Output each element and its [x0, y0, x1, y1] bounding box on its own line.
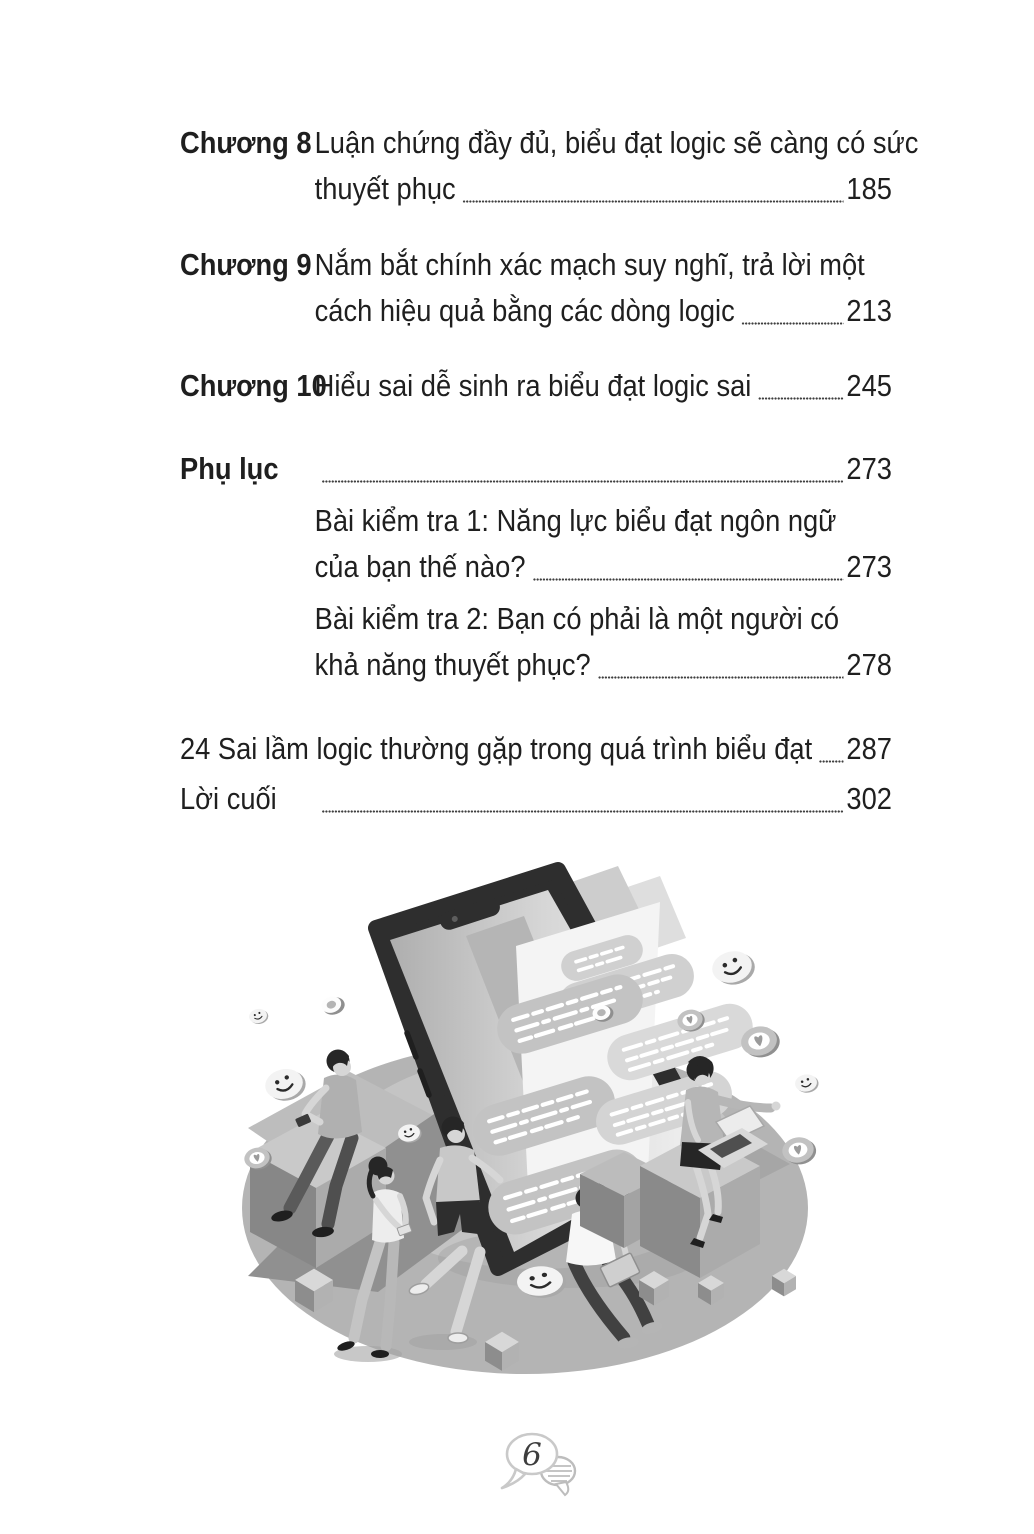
toc-entry-title-line: 24 Sai lầm logic thường gặp trong quá trình biểu đạt — [180, 731, 813, 766]
toc-entry-chuong-8 — [180, 120, 919, 212]
toc-page-number: 213 — [846, 293, 892, 328]
toc-page-number: 278 — [846, 647, 892, 682]
toc-entry-label: Chương 10 — [180, 368, 327, 403]
toc-entry-title-line: Luận chứng đầy đủ, biểu đạt logic sẽ càng có sức — [314, 125, 919, 160]
toc-entry-24-sai-lam — [180, 726, 892, 772]
ring-icon — [319, 993, 347, 1018]
toc-entry-phu-luc — [180, 446, 892, 492]
toc-entry-title-line: Bài kiểm tra 1: Năng lực biểu đạt ngôn ngữ — [314, 503, 837, 538]
dot-leader — [819, 760, 844, 763]
dot-leader — [598, 676, 844, 679]
dot-leader — [533, 578, 844, 581]
smiley-emoji — [709, 947, 758, 990]
dot-leader — [758, 397, 843, 400]
page-number: 6 — [522, 1437, 542, 1473]
toc-entry-loi-cuoi — [180, 776, 892, 822]
table-of-contents — [180, 120, 919, 822]
toc-entry-label: Chương 8 — [180, 125, 312, 160]
toc-page-number: 273 — [846, 451, 892, 486]
toc-entry-title-line: Hiểu sai dễ sinh ra biểu đạt logic sai — [314, 368, 752, 403]
toc-entry-label: Chương 9 — [180, 247, 312, 282]
smiley-emoji — [248, 1007, 270, 1026]
toc-entry-title-line: thuyết phục — [314, 171, 456, 206]
toc-entry-bai-kiem-tra-1 — [180, 498, 892, 590]
toc-entry-title-line: Bài kiểm tra 2: Bạn có phải là một người có — [314, 601, 840, 636]
toc-page-number: 185 — [846, 171, 892, 206]
toc-entry-title-line: Nắm bắt chính xác mạch suy nghĩ, trả lời một — [314, 247, 865, 282]
dot-leader — [463, 200, 844, 203]
toc-entry-label-spacer — [180, 596, 315, 688]
toc-entry-label-spacer — [180, 498, 315, 590]
toc-page-number: 287 — [846, 731, 892, 766]
page-number-bubble — [492, 1424, 592, 1504]
dot-leader — [322, 480, 844, 483]
toc-illustration — [228, 856, 838, 1386]
toc-entry-label: Phụ lục — [180, 451, 279, 486]
toc-entry-bai-kiem-tra-2 — [180, 596, 892, 688]
dot-leader — [742, 322, 844, 325]
toc-entry-chuong-9 — [180, 242, 892, 334]
dot-leader — [322, 810, 844, 813]
smiley-emoji — [794, 1072, 820, 1094]
toc-page-number: 245 — [846, 368, 892, 403]
toc-page-number: 273 — [846, 549, 892, 584]
toc-entry-title-line: khả năng thuyết phục? — [314, 647, 591, 682]
toc-entry-title-line: cách hiệu quả bằng các dòng logic — [314, 293, 735, 328]
toc-page-number: 302 — [846, 781, 892, 816]
toc-entry-label: Lời cuối — [180, 781, 277, 816]
toc-entry-chuong-10 — [180, 363, 892, 409]
toc-entry-title-line: của bạn thế nào? — [314, 549, 526, 584]
